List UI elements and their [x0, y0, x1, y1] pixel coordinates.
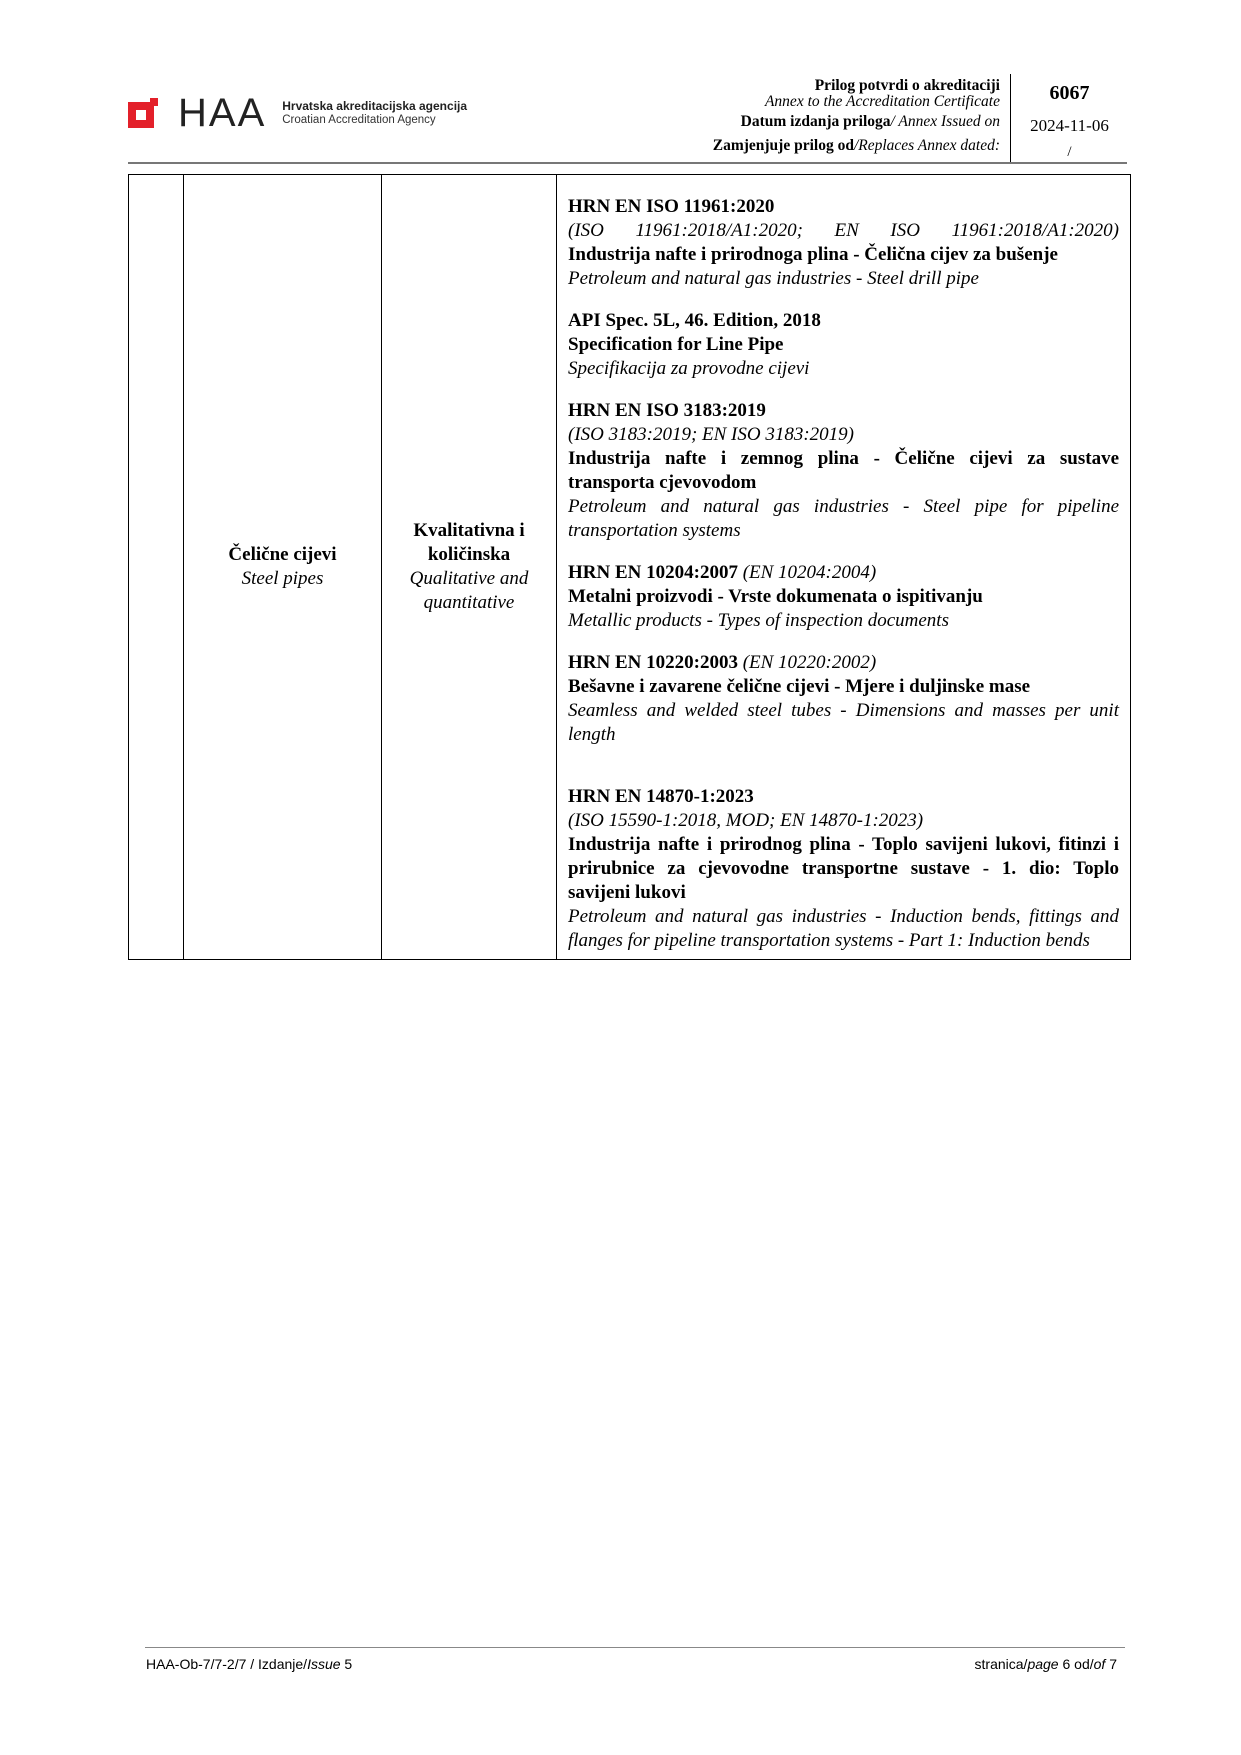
agency-name	[282, 99, 467, 127]
standard-entry	[568, 399, 1119, 543]
method-en-1: Qualitative and	[409, 568, 529, 589]
standard-code: HRN EN 10204:2007	[568, 562, 738, 583]
issued-date: 2024-11-06	[1030, 116, 1109, 135]
replaces-value: /	[1067, 144, 1072, 160]
footer-rule	[145, 1647, 1125, 1648]
method-cell	[382, 175, 557, 960]
logo-text: HAA	[178, 91, 267, 135]
method-hr-1: Kvalitativna i	[413, 520, 525, 541]
haa-logo-icon	[128, 98, 158, 128]
header-values	[1012, 74, 1127, 164]
replaces-label-hr: Zamjenjuje prilog od	[712, 137, 854, 154]
standard-title-en: Petroleum and natural gas industries - Steel pipe for pipeline transportation systems	[568, 496, 1119, 541]
standard-ref: (EN 10220:2002)	[742, 652, 877, 673]
standard-entry	[568, 195, 1119, 291]
product-cell	[184, 175, 382, 960]
annex-label-hr: Prilog potvrdi o akreditaciji	[814, 77, 1000, 94]
issued-label-en: / Annex Issued on	[890, 113, 1000, 130]
standard-ref: (ISO 15590-1:2018, MOD; EN 14870-1:2023)	[568, 810, 924, 831]
replaces-label	[713, 134, 1000, 158]
page-of-en: of	[1093, 1656, 1106, 1672]
standard-code: API Spec. 5L, 46. Edition, 2018	[568, 310, 821, 331]
footer-form-code	[146, 1656, 352, 1672]
standard-title-en: Seamless and welded steel tubes - Dimensions and masses per unit length	[568, 700, 1119, 745]
page-total: 7	[1105, 1656, 1117, 1672]
standard-code: HRN EN 10220:2003	[568, 652, 738, 673]
haa-logo	[128, 91, 468, 135]
certificate-number: 6067	[1049, 82, 1090, 104]
standard-code-line	[568, 651, 1119, 675]
footer-page-number	[975, 1656, 1117, 1672]
accreditation-scope-table	[128, 174, 1131, 960]
header-rule	[128, 162, 1127, 164]
standard-code: HRN EN 14870-1:2023	[568, 786, 754, 807]
method-en-2: quantitative	[423, 592, 515, 613]
standard-entry	[568, 561, 1119, 633]
page-label-hr: stranica/	[974, 1656, 1028, 1672]
product-en: Steel pipes	[241, 568, 324, 589]
row-number-cell	[129, 175, 184, 960]
standard-title-en: Specifikacija za provodne cijevi	[568, 358, 810, 379]
header-labels	[713, 74, 1000, 158]
standard-entry	[568, 651, 1119, 747]
standard-code-line	[568, 561, 1119, 585]
standard-ref: (ISO 3183:2019; EN ISO 3183:2019)	[568, 424, 855, 445]
standard-title-hr: Industrija nafte i prirodnog plina - Toplo savijeni lukovi, fitinzi i prirubnice za cjevovodne transportne sustave - 1. dio: Toplo savijeni lukovi	[568, 834, 1119, 903]
standard-title-en: Metallic products - Types of inspection documents	[568, 610, 949, 631]
standard-code: HRN EN ISO 11961:2020	[568, 196, 775, 217]
standards-cell	[557, 175, 1131, 960]
standard-ref: (EN 10204:2004)	[742, 562, 877, 583]
method-hr-2: količinska	[427, 544, 511, 565]
page-label-en: page	[1027, 1656, 1059, 1672]
annex-label-en: Annex to the Accreditation Certificate	[764, 93, 1000, 110]
standard-title-en: Petroleum and natural gas industries - Steel drill pipe	[568, 268, 979, 289]
standard-title-hr: Industrija nafte i zemnog plina - Čelične cijevi za sustave transporta cjevovodom	[568, 448, 1119, 493]
table-row	[129, 175, 1131, 960]
standard-entry	[568, 785, 1119, 953]
standard-code: HRN EN ISO 3183:2019	[568, 400, 766, 421]
form-code: HAA-Ob-7/7-2/7 / Izdanje/	[146, 1656, 308, 1672]
issue-number: 5	[340, 1656, 353, 1672]
standard-title-en: Petroleum and natural gas industries - Induction bends, fittings and flanges for pipeline transportation systems - Part 1: Induction bends	[568, 906, 1119, 951]
standard-title-hr: Metalni proizvodi - Vrste dokumenata o ispitivanju	[568, 586, 983, 607]
standard-title-hr: Industrija nafte i prirodnoga plina - Čelična cijev za bušenje	[568, 244, 1058, 265]
agency-name-en: Croatian Accreditation Agency	[282, 114, 436, 126]
issue-label-en: Issue	[307, 1656, 341, 1672]
agency-name-hr: Hrvatska akreditacijska agencija	[282, 99, 468, 113]
issued-label-hr: Datum izdanja priloga	[740, 113, 891, 130]
replaces-label-en: /Replaces Annex dated:	[853, 137, 1000, 154]
page-current: 6 od/	[1058, 1656, 1094, 1672]
header-separator	[1010, 74, 1011, 162]
product-hr: Čelične cijevi	[228, 544, 337, 565]
standard-title-hr: Specification for Line Pipe	[568, 334, 784, 355]
issued-label	[713, 110, 1000, 134]
standard-title-hr: Bešavne i zavarene čelične cijevi - Mjere i duljinske mase	[568, 676, 1031, 697]
standard-ref: (ISO 11961:2018/A1:2020; EN ISO 11961:2018/A1:2020)	[568, 220, 1119, 241]
standard-entry	[568, 309, 1119, 381]
